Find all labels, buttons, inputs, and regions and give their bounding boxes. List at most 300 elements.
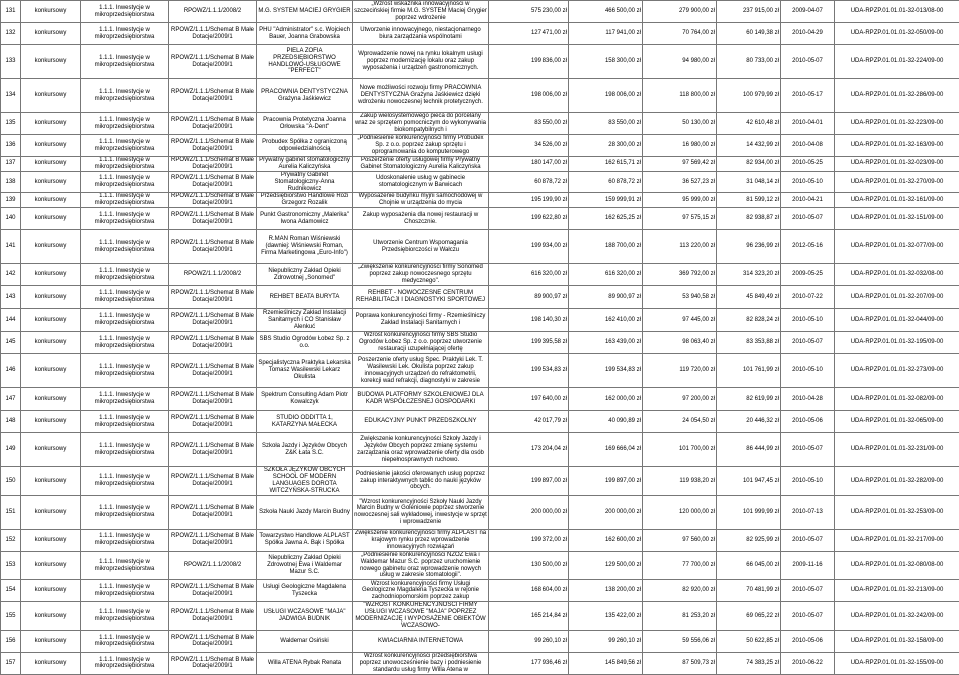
measure-cell: 1.1.1. Inwestycje w mikroprzedsiębiorstwa xyxy=(81,230,169,264)
mode-cell: konkursowy xyxy=(21,495,81,529)
contract-number-cell: UDA-RPZP.01.01.01-32-207/09-00 xyxy=(835,286,959,309)
table-row xyxy=(1,79,959,113)
scheme-cell: RPOWZ/1.1.1/Schemat B Małe Dotacje/2009/1 xyxy=(169,113,257,135)
funding-cell: 97 200,00 zł xyxy=(643,388,717,411)
beneficiary-cell: SBS Studio Ogrodów Łobez Sp. z o.o. xyxy=(257,332,353,354)
beneficiary-cell: Spektrum Consulting Adam Piotr Kowalczyk xyxy=(257,388,353,411)
contract-number-cell: UDA-RPZP.01.01.01-32-223/09-00 xyxy=(835,113,959,135)
eligible-cost-cell: 129 500,00 zł xyxy=(569,551,643,580)
mode-cell: konkursowy xyxy=(21,309,81,332)
mode-cell: konkursowy xyxy=(21,171,81,193)
efrr-cell: 60 149,38 zł xyxy=(717,23,781,45)
project-title-cell: Zwiększenie konkurencyjności Szkoły Jazdy i Języków Obcych poprzez zmianę systemu zarządzania oraz wprowadzenie oferty dla osób niepełnosprawnych ruchowo. xyxy=(353,433,489,467)
measure-cell: 1.1.1. Inwestycje w mikroprzedsiębiorstwa xyxy=(81,551,169,580)
total-cost-cell: 199 836,00 zł xyxy=(489,45,569,79)
beneficiary-cell: PRACOWNIA DENTYSTYCZNA Grażyna Jaśkiewicz xyxy=(257,79,353,113)
funding-cell: 16 980,00 zł xyxy=(643,135,717,157)
mode-cell: konkursowy xyxy=(21,467,81,496)
project-title-cell: Podniesienie jakości oferowanych usług poprzez zakup interaktywnych tablic do nauki języków obcych. xyxy=(353,467,489,496)
contract-date-cell: 2010-04-21 xyxy=(781,193,835,208)
scheme-cell: RPOWZ/1.1.1/2008/2 xyxy=(169,551,257,580)
project-title-cell: Wzrost konkurencyjności firmy Usługi Geologiczne Magdalena Tyszecka w rejonie zachodniopomorskim poprzez zakup xyxy=(353,580,489,602)
eligible-cost-cell: 28 300,00 zł xyxy=(569,135,643,157)
efrr-cell: 45 849,49 zł xyxy=(717,286,781,309)
total-cost-cell: 575 230,00 zł xyxy=(489,1,569,23)
funding-cell: 95 999,00 zł xyxy=(643,193,717,208)
funding-cell: 94 980,00 zł xyxy=(643,45,717,79)
scheme-cell: RPOWZ/1.1.1/2008/2 xyxy=(169,264,257,286)
eligible-cost-cell: 188 700,00 zł xyxy=(569,230,643,264)
table-row xyxy=(1,286,959,309)
table-row xyxy=(1,495,959,529)
measure-cell: 1.1.1. Inwestycje w mikroprzedsiębiorstwa xyxy=(81,309,169,332)
project-title-cell: „Podniesienie konkurencyjności firmy Probudex Sp. z o.o. poprzez zakup sprzętu i oprogramowania do komputerowego xyxy=(353,135,489,157)
beneficiary-cell: Niepubliczny Zakład Opieki Zdrowotnej „Sonomed" xyxy=(257,264,353,286)
mode-cell: konkursowy xyxy=(21,264,81,286)
beneficiary-cell: USŁUGI WCZASOWE "MAJA" JADWIGA BUDNIK xyxy=(257,602,353,631)
scheme-cell: RPOWZ/1.1.1/Schemat B Małe Dotacje/2009/1 xyxy=(169,630,257,652)
beneficiary-cell: PIELA ZOFIA PRZEDSIĘBIORSTWO HANDLOWO-USŁUGOWE "PERFECT" xyxy=(257,45,353,79)
contract-number-cell: UDA-RPZP.01.01.01-32-161/09-00 xyxy=(835,193,959,208)
mode-cell: konkursowy xyxy=(21,652,81,674)
mode-cell: konkursowy xyxy=(21,411,81,433)
mode-cell: konkursowy xyxy=(21,630,81,652)
measure-cell: 1.1.1. Inwestycje w mikroprzedsiębiorstwa xyxy=(81,467,169,496)
funding-cell: 119 720,00 zł xyxy=(643,354,717,388)
measure-cell: 1.1.1. Inwestycje w mikroprzedsiębiorstwa xyxy=(81,79,169,113)
table-row xyxy=(1,529,959,551)
beneficiary-cell: Towarzystwo Handlowe ALPLAST Spółka Jawna A. Bąk i Spółka xyxy=(257,529,353,551)
table-row xyxy=(1,208,959,230)
project-title-cell: Poszerzenie oferty usług Spec. Praktyki Lek. T. Wasilewski Lek. Okulista poprzez zakup innowacyjnych urządzeń do refraktometrii, korekcji wad refrakcji, diagnostyki w zakresie xyxy=(353,354,489,388)
table-body xyxy=(1,1,959,675)
efrr-cell: 66 045,00 zł xyxy=(717,551,781,580)
contract-number-cell: UDA-RPZP.01.01.01-32-224/09-00 xyxy=(835,45,959,79)
efrr-cell: 82 828,24 zł xyxy=(717,309,781,332)
funding-cell: 70 764,00 zł xyxy=(643,23,717,45)
table-row xyxy=(1,551,959,580)
efrr-cell: 82 619,99 zł xyxy=(717,388,781,411)
scheme-cell: RPOWZ/1.1.1/Schemat B Małe Dotacje/2009/1 xyxy=(169,45,257,79)
contract-number-cell: UDA-RPZP.01.01.01-32-286/09-00 xyxy=(835,79,959,113)
efrr-cell: 314 323,20 zł xyxy=(717,264,781,286)
total-cost-cell: 130 500,00 zł xyxy=(489,551,569,580)
eligible-cost-cell: 616 320,00 zł xyxy=(569,264,643,286)
total-cost-cell: 99 260,10 zł xyxy=(489,630,569,652)
lp-cell: 135 xyxy=(1,113,21,135)
contract-date-cell: 2010-04-29 xyxy=(781,23,835,45)
contract-number-cell: UDA-RPZP.01.01.01-32-213/09-00 xyxy=(835,580,959,602)
efrr-cell: 80 733,00 zł xyxy=(717,45,781,79)
contract-number-cell: UDA-RPZP.01.01.01-32-050/09-00 xyxy=(835,23,959,45)
table-row xyxy=(1,388,959,411)
lp-cell: 140 xyxy=(1,208,21,230)
table-row xyxy=(1,630,959,652)
contract-date-cell: 2010-05-07 xyxy=(781,332,835,354)
lp-cell: 133 xyxy=(1,45,21,79)
project-title-cell: Wzrost konkurencyjności przedsiębiorstwa poprzez unowocześnienie bazy i podniesienie standardu usług firmy Willa Atena w xyxy=(353,652,489,674)
total-cost-cell: 199 395,58 zł xyxy=(489,332,569,354)
project-title-cell: „Podniesienie konkurencyjności NZOZ Ewa i Waldemar Mazur S.C. poprzez uruchomienie nowego gabinetu oraz wprowadzenie nowych usług w zakresie stomatologii". xyxy=(353,551,489,580)
beneficiary-cell: REHBET BEATA BURYTA xyxy=(257,286,353,309)
contract-date-cell: 2010-05-07 xyxy=(781,580,835,602)
lp-cell: 141 xyxy=(1,230,21,264)
eligible-cost-cell: 162 600,00 zł xyxy=(569,529,643,551)
funding-cell: 369 792,00 zł xyxy=(643,264,717,286)
measure-cell: 1.1.1. Inwestycje w mikroprzedsiębiorstwa xyxy=(81,602,169,631)
mode-cell: konkursowy xyxy=(21,1,81,23)
funding-cell: 97 445,00 zł xyxy=(643,309,717,332)
efrr-cell: 237 915,00 zł xyxy=(717,1,781,23)
contract-number-cell: UDA-RPZP.01.01.01-32-065/09-00 xyxy=(835,411,959,433)
eligible-cost-cell: 60 878,72 zł xyxy=(569,171,643,193)
beneficiary-cell: Prywatny Gabinet Stomatologiczny-Anna Rudnikowicz xyxy=(257,171,353,193)
total-cost-cell: 168 604,00 zł xyxy=(489,580,569,602)
table-row xyxy=(1,45,959,79)
funding-cell: 24 054,50 zł xyxy=(643,411,717,433)
scheme-cell: RPOWZ/1.1.1/Schemat B Małe Dotacje/2009/1 xyxy=(169,23,257,45)
scheme-cell: RPOWZ/1.1.1/Schemat B Małe Dotacje/2009/1 xyxy=(169,580,257,602)
measure-cell: 1.1.1. Inwestycje w mikroprzedsiębiorstwa xyxy=(81,208,169,230)
scheme-cell: RPOWZ/1.1.1/Schemat B Małe Dotacje/2009/1 xyxy=(169,208,257,230)
contract-number-cell: UDA-RPZP.01.01.01-32-282/09-00 xyxy=(835,467,959,496)
eligible-cost-cell: 117 941,00 zł xyxy=(569,23,643,45)
lp-cell: 134 xyxy=(1,79,21,113)
eligible-cost-cell: 466 500,00 zł xyxy=(569,1,643,23)
measure-cell: 1.1.1. Inwestycje w mikroprzedsiębiorstwa xyxy=(81,652,169,674)
lp-cell: 142 xyxy=(1,264,21,286)
measure-cell: 1.1.1. Inwestycje w mikroprzedsiębiorstwa xyxy=(81,354,169,388)
contract-date-cell: 2010-04-28 xyxy=(781,388,835,411)
mode-cell: konkursowy xyxy=(21,602,81,631)
funding-cell: 118 800,00 zł xyxy=(643,79,717,113)
beneficiary-cell: Waldemar Osiński xyxy=(257,630,353,652)
measure-cell: 1.1.1. Inwestycje w mikroprzedsiębiorstwa xyxy=(81,332,169,354)
funding-cell: 50 130,00 zł xyxy=(643,113,717,135)
measure-cell: 1.1.1. Inwestycje w mikroprzedsiębiorstwa xyxy=(81,135,169,157)
table-row xyxy=(1,411,959,433)
table-row xyxy=(1,467,959,496)
measure-cell: 1.1.1. Inwestycje w mikroprzedsiębiorstwa xyxy=(81,286,169,309)
beneficiary-cell: STUDIO ODDITTA 1, KATARZYNA MAŁECKA xyxy=(257,411,353,433)
funding-cell: 119 938,20 zł xyxy=(643,467,717,496)
contract-number-cell: UDA-RPZP.01.01.01-32-151/09-00 xyxy=(835,208,959,230)
efrr-cell: 31 048,14 zł xyxy=(717,171,781,193)
total-cost-cell: 200 000,00 zł xyxy=(489,495,569,529)
project-title-cell: EDUKACYJNY PUNKT PRZEDSZKOLNY xyxy=(353,411,489,433)
funding-cell: 77 700,00 zł xyxy=(643,551,717,580)
beneficiary-cell: Specjalistyczna Praktyka Lekarska Tomasz Wasilewski Lekarz Okulista xyxy=(257,354,353,388)
total-cost-cell: 199 534,83 zł xyxy=(489,354,569,388)
contract-number-cell: UDA-RPZP.01.01.01-32-253/09-00 xyxy=(835,495,959,529)
lp-cell: 143 xyxy=(1,286,21,309)
funding-cell: 98 063,40 zł xyxy=(643,332,717,354)
total-cost-cell: 195 199,90 zł xyxy=(489,193,569,208)
table-row xyxy=(1,264,959,286)
project-title-cell: KWIACIARNIA INTERNETOWA xyxy=(353,630,489,652)
scheme-cell: RPOWZ/1.1.1/Schemat B Małe Dotacje/2009/1 xyxy=(169,230,257,264)
mode-cell: konkursowy xyxy=(21,79,81,113)
scheme-cell: RPOWZ/1.1.1/Schemat B Małe Dotacje/2009/1 xyxy=(169,529,257,551)
eligible-cost-cell: 162 000,00 zł xyxy=(569,388,643,411)
beneficiary-cell: Willa ATENA Rybak Renata xyxy=(257,652,353,674)
scheme-cell: RPOWZ/1.1.1/Schemat B Małe Dotacje/2009/1 xyxy=(169,388,257,411)
lp-cell: 145 xyxy=(1,332,21,354)
beneficiary-cell: PHU "Administrator" s.c. Wojciech Bauer, Joanna Grabowska xyxy=(257,23,353,45)
funding-cell: 81 253,20 zł xyxy=(643,602,717,631)
contract-date-cell: 2010-05-10 xyxy=(781,354,835,388)
project-title-cell: BUDOWA PLATFORMY SZKOLENIOWEJ DLA KADR WSPÓŁCZESNEJ GOSPODARKI xyxy=(353,388,489,411)
measure-cell: 1.1.1. Inwestycje w mikroprzedsiębiorstwa xyxy=(81,45,169,79)
contract-number-cell: UDA-RPZP.01.01.01-32-270/09-00 xyxy=(835,171,959,193)
lp-cell: 136 xyxy=(1,135,21,157)
mode-cell: konkursowy xyxy=(21,135,81,157)
funding-cell: 82 920,00 zł xyxy=(643,580,717,602)
eligible-cost-cell: 138 200,00 zł xyxy=(569,580,643,602)
mode-cell: konkursowy xyxy=(21,529,81,551)
contract-number-cell: UDA-RPZP.01.01.01-32-242/09-00 xyxy=(835,602,959,631)
total-cost-cell: 127 471,00 zł xyxy=(489,23,569,45)
contract-date-cell: 2010-05-17 xyxy=(781,79,835,113)
lp-cell: 147 xyxy=(1,388,21,411)
efrr-cell: 50 622,85 zł xyxy=(717,630,781,652)
measure-cell: 1.1.1. Inwestycje w mikroprzedsiębiorstwa xyxy=(81,433,169,467)
efrr-cell: 20 446,32 zł xyxy=(717,411,781,433)
project-title-cell: Zakup wielosystemowego pieca do porcelany wraz ze sprzętem pomocniczym do wykonywania biokompatybilnych i xyxy=(353,113,489,135)
eligible-cost-cell: 198 006,00 zł xyxy=(569,79,643,113)
lp-cell: 156 xyxy=(1,630,21,652)
table-row xyxy=(1,354,959,388)
lp-cell: 155 xyxy=(1,602,21,631)
beneficiary-cell: Prywatny gabinet stomatologiczny Aurelia Kaliczyńska xyxy=(257,157,353,172)
contract-date-cell: 2010-05-07 xyxy=(781,529,835,551)
project-title-cell: Wyposażenie budynku myjni samochodowej w Chojnie w urządzenia do mycia xyxy=(353,193,489,208)
table-row xyxy=(1,433,959,467)
contract-date-cell: 2009-05-25 xyxy=(781,264,835,286)
lp-cell: 144 xyxy=(1,309,21,332)
eligible-cost-cell: 162 410,00 zł xyxy=(569,309,643,332)
contract-number-cell: UDA-RPZP.01.01.01-32-077/09-00 xyxy=(835,230,959,264)
project-title-cell: Wprowadzenie nowej na rynku lokalnym usługi poprzez modernizację lokalu oraz zakup wyposażenia i urządzeń gastronomicznych. xyxy=(353,45,489,79)
table-row xyxy=(1,230,959,264)
scheme-cell: RPOWZ/1.1.1/Schemat B Małe Dotacje/2009/1 xyxy=(169,411,257,433)
eligible-cost-cell: 162 615,71 zł xyxy=(569,157,643,172)
project-title-cell: Zakup wyposażenia dla nowej restauracji w Choszcznie. xyxy=(353,208,489,230)
project-title-cell: "WZROST KONKURENCYJNOŚCI FIRMY USŁUGI WCZASOWE "MAJA" POPRZEZ MODERNIZACJĘ I WYPOSAŻENIE OBIEKTÓW WCZASOWO- xyxy=(353,602,489,631)
table-row xyxy=(1,193,959,208)
lp-cell: 153 xyxy=(1,551,21,580)
total-cost-cell: 60 878,72 zł xyxy=(489,171,569,193)
scheme-cell: RPOWZ/1.1.1/2008/2 xyxy=(169,1,257,23)
measure-cell: 1.1.1. Inwestycje w mikroprzedsiębiorstwa xyxy=(81,388,169,411)
funding-cell: 120 000,00 zł xyxy=(643,495,717,529)
lp-cell: 149 xyxy=(1,433,21,467)
measure-cell: 1.1.1. Inwestycje w mikroprzedsiębiorstwa xyxy=(81,157,169,172)
project-title-cell: Poprawa konkurencyjności firmy - Rzemieślniczy Zakład Instalacji Sanitarnych i xyxy=(353,309,489,332)
beneficiary-cell: Rzemieślniczy Zakład Instalacji Sanitarnych i CO Stanisław Alenkuć xyxy=(257,309,353,332)
efrr-cell: 70 481,99 zł xyxy=(717,580,781,602)
eligible-cost-cell: 99 260,10 zł xyxy=(569,630,643,652)
lp-cell: 139 xyxy=(1,193,21,208)
total-cost-cell: 199 622,80 zł xyxy=(489,208,569,230)
lp-cell: 151 xyxy=(1,495,21,529)
lp-cell: 157 xyxy=(1,652,21,674)
total-cost-cell: 199 897,00 zł xyxy=(489,467,569,496)
contract-number-cell: UDA-RPZP.01.01.01-32-023/09-00 xyxy=(835,157,959,172)
contract-number-cell: UDA-RPZP.01.01.01-32-032/08-00 xyxy=(835,264,959,286)
lp-cell: 148 xyxy=(1,411,21,433)
beneficiary-cell: Szkoła Nauki Jazdy Marcin Budny xyxy=(257,495,353,529)
contract-date-cell: 2010-05-10 xyxy=(781,467,835,496)
total-cost-cell: 199 372,00 zł xyxy=(489,529,569,551)
mode-cell: konkursowy xyxy=(21,580,81,602)
scheme-cell: RPOWZ/1.1.1/Schemat B Małe Dotacje/2009/1 xyxy=(169,286,257,309)
contract-date-cell: 2010-05-07 xyxy=(781,45,835,79)
total-cost-cell: 34 526,00 zł xyxy=(489,135,569,157)
contract-number-cell: UDA-RPZP.01.01.01-32-155/09-00 xyxy=(835,652,959,674)
project-title-cell: Utworzenie Centrum Wspomagania Przedsiębiorczości w Wałczu xyxy=(353,230,489,264)
beneficiary-cell: M.G. SYSTEM MACIEJ GRYGIER xyxy=(257,1,353,23)
table-row xyxy=(1,23,959,45)
efrr-cell: 101 999,99 zł xyxy=(717,495,781,529)
funding-cell: 59 556,06 zł xyxy=(643,630,717,652)
mode-cell: konkursowy xyxy=(21,157,81,172)
mode-cell: konkursowy xyxy=(21,23,81,45)
total-cost-cell: 165 214,84 zł xyxy=(489,602,569,631)
contract-number-cell: UDA-RPZP.01.01.01-32-217/09-00 xyxy=(835,529,959,551)
project-title-cell: Zwiększenie konkurencyjności firmy ALPLAST na krajowym rynku przez wprowadzenie innowacyjnych rozwiązań xyxy=(353,529,489,551)
scheme-cell: RPOWZ/1.1.1/Schemat B Małe Dotacje/2009/1 xyxy=(169,332,257,354)
lp-cell: 146 xyxy=(1,354,21,388)
eligible-cost-cell: 145 849,56 zł xyxy=(569,652,643,674)
contract-number-cell: UDA-RPZP.01.01.01-32-273/09-00 xyxy=(835,354,959,388)
mode-cell: konkursowy xyxy=(21,208,81,230)
beneficiary-cell: Probudex Spółka z ograniczoną odpowiedzialnością xyxy=(257,135,353,157)
funding-cell: 101 700,00 zł xyxy=(643,433,717,467)
table-row xyxy=(1,652,959,674)
project-title-cell: Nowe możliwości rozwoju firmy PRACOWNIA DENTYSTYCZNA Grażyna Jaśkiewicz dzięki wdrożeniu nowoczesnej technik protetycznych. xyxy=(353,79,489,113)
measure-cell: 1.1.1. Inwestycje w mikroprzedsiębiorstwa xyxy=(81,580,169,602)
total-cost-cell: 197 640,00 zł xyxy=(489,388,569,411)
contract-date-cell: 2010-07-22 xyxy=(781,286,835,309)
contract-number-cell: UDA-RPZP.01.01.01-32-044/09-00 xyxy=(835,309,959,332)
measure-cell: 1.1.1. Inwestycje w mikroprzedsiębiorstwa xyxy=(81,411,169,433)
eligible-cost-cell: 163 439,00 zł xyxy=(569,332,643,354)
contract-date-cell: 2010-05-07 xyxy=(781,433,835,467)
measure-cell: 1.1.1. Inwestycje w mikroprzedsiębiorstwa xyxy=(81,113,169,135)
table-row xyxy=(1,602,959,631)
total-cost-cell: 83 550,00 zł xyxy=(489,113,569,135)
mode-cell: konkursowy xyxy=(21,433,81,467)
eligible-cost-cell: 159 999,91 zł xyxy=(569,193,643,208)
measure-cell: 1.1.1. Inwestycje w mikroprzedsiębiorstwa xyxy=(81,171,169,193)
efrr-cell: 83 353,88 zł xyxy=(717,332,781,354)
project-title-cell: Utworzenie innowacyjnego, niestacjonarnego biura zarządzania wspólnotami xyxy=(353,23,489,45)
table-row xyxy=(1,135,959,157)
scheme-cell: RPOWZ/1.1.1/Schemat B Małe Dotacje/2009/1 xyxy=(169,193,257,208)
table-row xyxy=(1,157,959,172)
lp-cell: 137 xyxy=(1,157,21,172)
table-row xyxy=(1,309,959,332)
mode-cell: konkursowy xyxy=(21,332,81,354)
contract-number-cell: UDA-RPZP.01.01.01-32-013/08-00 xyxy=(835,1,959,23)
measure-cell: 1.1.1. Inwestycje w mikroprzedsiębiorstwa xyxy=(81,529,169,551)
total-cost-cell: 199 934,00 zł xyxy=(489,230,569,264)
beneficiary-cell: Przedsiębiorstwo Handlowe Rozi Grzegorz Rozalik xyxy=(257,193,353,208)
total-cost-cell: 177 936,46 zł xyxy=(489,652,569,674)
eligible-cost-cell: 162 625,25 zł xyxy=(569,208,643,230)
contract-date-cell: 2010-05-07 xyxy=(781,208,835,230)
eligible-cost-cell: 169 666,04 zł xyxy=(569,433,643,467)
contract-date-cell: 2010-04-01 xyxy=(781,113,835,135)
measure-cell: 1.1.1. Inwestycje w mikroprzedsiębiorstwa xyxy=(81,630,169,652)
measure-cell: 1.1.1. Inwestycje w mikroprzedsiębiorstwa xyxy=(81,23,169,45)
contract-date-cell: 2010-05-06 xyxy=(781,411,835,433)
scheme-cell: RPOWZ/1.1.1/Schemat B Małe Dotacje/2009/1 xyxy=(169,602,257,631)
efrr-cell: 100 979,99 zł xyxy=(717,79,781,113)
efrr-cell: 82 938,87 zł xyxy=(717,208,781,230)
contract-number-cell: UDA-RPZP.01.01.01-32-195/09-00 xyxy=(835,332,959,354)
total-cost-cell: 198 006,00 zł xyxy=(489,79,569,113)
scheme-cell: RPOWZ/1.1.1/Schemat B Małe Dotacje/2009/1 xyxy=(169,433,257,467)
contract-date-cell: 2010-05-07 xyxy=(781,602,835,631)
funding-cell: 53 940,58 zł xyxy=(643,286,717,309)
efrr-cell: 86 444,99 zł xyxy=(717,433,781,467)
project-title-cell: "Wzrost konkurencyjności Szkoły Nauki Jazdy Marcin Budny w Goleniowie poprzez stworzenie nowoczesnej sali wykładowej, inwestycje w sprzęt i wprowadzenie xyxy=(353,495,489,529)
efrr-cell: 69 065,22 zł xyxy=(717,602,781,631)
contract-date-cell: 2010-04-08 xyxy=(781,135,835,157)
eligible-cost-cell: 83 550,00 zł xyxy=(569,113,643,135)
scheme-cell: RPOWZ/1.1.1/Schemat B Małe Dotacje/2009/1 xyxy=(169,652,257,674)
eligible-cost-cell: 40 090,89 zł xyxy=(569,411,643,433)
contract-number-cell: UDA-RPZP.01.01.01-32-080/08-00 xyxy=(835,551,959,580)
beneficiary-cell: Usługi Geologiczne Magdalena Tyszecka xyxy=(257,580,353,602)
efrr-cell: 96 236,99 zł xyxy=(717,230,781,264)
funding-cell: 87 509,73 zł xyxy=(643,652,717,674)
efrr-cell: 42 610,48 zł xyxy=(717,113,781,135)
mode-cell: konkursowy xyxy=(21,388,81,411)
scheme-cell: RPOWZ/1.1.1/Schemat B Małe Dotacje/2009/1 xyxy=(169,309,257,332)
mode-cell: konkursowy xyxy=(21,286,81,309)
efrr-cell: 81 599,12 zł xyxy=(717,193,781,208)
contract-number-cell: UDA-RPZP.01.01.01-32-082/09-00 xyxy=(835,388,959,411)
measure-cell: 1.1.1. Inwestycje w mikroprzedsiębiorstwa xyxy=(81,193,169,208)
measure-cell: 1.1.1. Inwestycje w mikroprzedsiębiorstwa xyxy=(81,264,169,286)
total-cost-cell: 42 017,79 zł xyxy=(489,411,569,433)
scheme-cell: RPOWZ/1.1.1/Schemat B Małe Dotacje/2009/1 xyxy=(169,495,257,529)
table-row xyxy=(1,1,959,23)
efrr-cell: 14 432,99 zł xyxy=(717,135,781,157)
scheme-cell: RPOWZ/1.1.1/Schemat B Małe Dotacje/2009/1 xyxy=(169,79,257,113)
efrr-cell: 101 947,45 zł xyxy=(717,467,781,496)
efrr-cell: 101 761,99 zł xyxy=(717,354,781,388)
project-title-cell: Wzrost konkurencyjności firmy SBS Studio Ogrodów Łobez Sp. z o.o. poprzez utworzenie restauracji uzupełniającej ofertę xyxy=(353,332,489,354)
funding-cell: 279 900,00 zł xyxy=(643,1,717,23)
contract-date-cell: 2010-05-10 xyxy=(781,309,835,332)
project-title-cell: Poszerzenie oferty usługowej firmy Prywatny Gabinet Stomatologiczny Aurelia Kaliczyńska xyxy=(353,157,489,172)
mode-cell: konkursowy xyxy=(21,551,81,580)
beneficiary-cell: Szkoła Jazdy i Języków Obcych Z&K Łata S.C. xyxy=(257,433,353,467)
scheme-cell: RPOWZ/1.1.1/Schemat B Małe Dotacje/2009/1 xyxy=(169,171,257,193)
funding-cell: 97 575,15 zł xyxy=(643,208,717,230)
table-row xyxy=(1,171,959,193)
contract-date-cell: 2009-11-16 xyxy=(781,551,835,580)
total-cost-cell: 616 320,00 zł xyxy=(489,264,569,286)
lp-cell: 132 xyxy=(1,23,21,45)
mode-cell: konkursowy xyxy=(21,230,81,264)
contract-date-cell: 2009-04-07 xyxy=(781,1,835,23)
table-row xyxy=(1,113,959,135)
